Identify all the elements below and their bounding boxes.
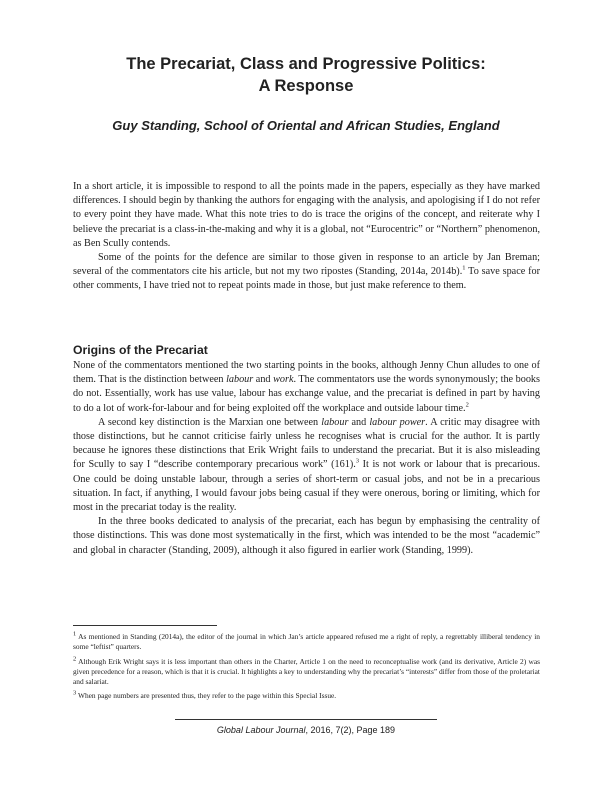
title-line-2: A Response bbox=[258, 77, 354, 95]
footnote-1-text: As mentioned in Standing (2014a), the editor of the journal in which Jan’s article appeared refused me a right of reply, a regrettably illiberal tendency in some “leftist” quarters. bbox=[73, 632, 540, 652]
footnote-ref-3: 3 bbox=[355, 458, 360, 466]
origins-paragraph-2 bbox=[73, 416, 540, 515]
origins-p2-and: and bbox=[348, 416, 370, 428]
term-labour-power: labour power bbox=[369, 416, 426, 428]
paper-title bbox=[60, 53, 552, 97]
footnote-1 bbox=[73, 632, 540, 653]
origins-paragraph-1 bbox=[73, 359, 540, 416]
footnote-3 bbox=[73, 691, 540, 701]
origins-p1-and: and bbox=[253, 374, 274, 386]
page-footer bbox=[60, 725, 552, 735]
footer-citation: , 2016, 7(2), Page 189 bbox=[305, 725, 396, 735]
section-heading: Origins of the Precariat bbox=[73, 343, 208, 357]
intro-paragraph-1: In a short article, it is impossible to respond to all the points made in the papers, especially as they have marked differences. I should begin by thanking the authors for engaging with the analysis, and apologising if I do not refer to every point they have made. What this note tries to do is trace the origins of the concept, and reiterate why I believe the precariat is a class-in-the-making and why it is a global, not “Eurocentric” or “Northern” phenomenon, as Ben Scully contends. bbox=[73, 181, 540, 249]
author-affiliation: Guy Standing, School of Oriental and African Studies, England bbox=[112, 118, 500, 133]
intro-p2-text-b: To save space for other comments, I have tried not to repeat points made in those, but just make reference to them. bbox=[73, 266, 540, 292]
origins-p1-text-a: None of the commentators mentioned the two starting points in the books, although Jenny Chun alludes to one of them. That is the distinction between bbox=[73, 360, 540, 386]
title-line-1: The Precariat, Class and Progressive Politics: bbox=[126, 55, 486, 73]
footer-divider bbox=[175, 719, 437, 720]
term-work: work bbox=[273, 374, 294, 386]
footnote-ref-2: 2 bbox=[465, 401, 469, 409]
origins-paragraph-3: In the three books dedicated to analysis of the precariat, each has begun by emphasising the centrality of those distinctions. This was done most systematically in the first, which was intended to be the most “academic” and global in character (Standing, 2009), although it also figured in earlier work (Standing, 1999). bbox=[73, 516, 540, 556]
origins-p1-text-b: . The commentators use the words synonymously; the books do not. Essentially, work has use value, labour has exchange value, and the precariat is defined in part by having to do a lot of work-for-labour and for being exploited off the workplace and outside labour time. bbox=[73, 374, 540, 414]
footnote-2-number: 2 bbox=[73, 655, 77, 663]
origins-p2-text-a: A second key distinction is the Marxian one between bbox=[98, 416, 322, 428]
origins-p2-text-c: It is not work or labour that is precarious. One could be doing unstable labour, through a series of short-term or casual jobs, and not be in a precarious situation. In fact, if anything, I would favour jobs being casual if they were onerous, boring or limiting, which for most in the precariat today is the reality. bbox=[73, 459, 540, 514]
footnote-divider bbox=[73, 625, 217, 626]
intro-section bbox=[73, 180, 540, 294]
intro-p2-text-a: Some of the points for the defence are similar to those given in response to an article by Jan Breman; several of the commentators cite his article, but not my two ripostes (Standing, 2014a, 2014b). bbox=[73, 252, 540, 278]
footnote-1-number: 1 bbox=[73, 630, 77, 638]
footnote-ref-1: 1 bbox=[462, 264, 466, 272]
intro-paragraph-2 bbox=[73, 251, 540, 294]
footnotes bbox=[73, 632, 540, 706]
origins-section bbox=[73, 359, 540, 558]
term-labour: labour bbox=[226, 374, 254, 386]
footnote-3-text: When page numbers are presented thus, they refer to the page within this Special Issue. bbox=[76, 691, 337, 701]
footnote-3-number: 3 bbox=[73, 690, 77, 698]
footer-journal: Global Labour Journal bbox=[216, 725, 306, 735]
footnote-2-text: Although Erik Wright says it is less important than others in the Charter, Article 1 on the need to reconceptualise work (and its derivative, Article 2) was given precedence for a reason, which is that it is crucial. It highlights a key to understanding why the precariat’s “interests” differ from those of the proletariat and salariat. bbox=[73, 656, 540, 687]
footnote-2 bbox=[73, 657, 540, 688]
origins-p2-text-b: . A critic may disagree with those distinctions, but he cannot criticise fairly unless he recognises what is crucial for the author. It is partly because he ignores these distinctions that Erik Wright fails to understand the precariat. But it is also misleading for Scully to say I “describe contemporary precarious work” (161). bbox=[73, 416, 540, 471]
term-labour-2: labour bbox=[321, 416, 349, 428]
